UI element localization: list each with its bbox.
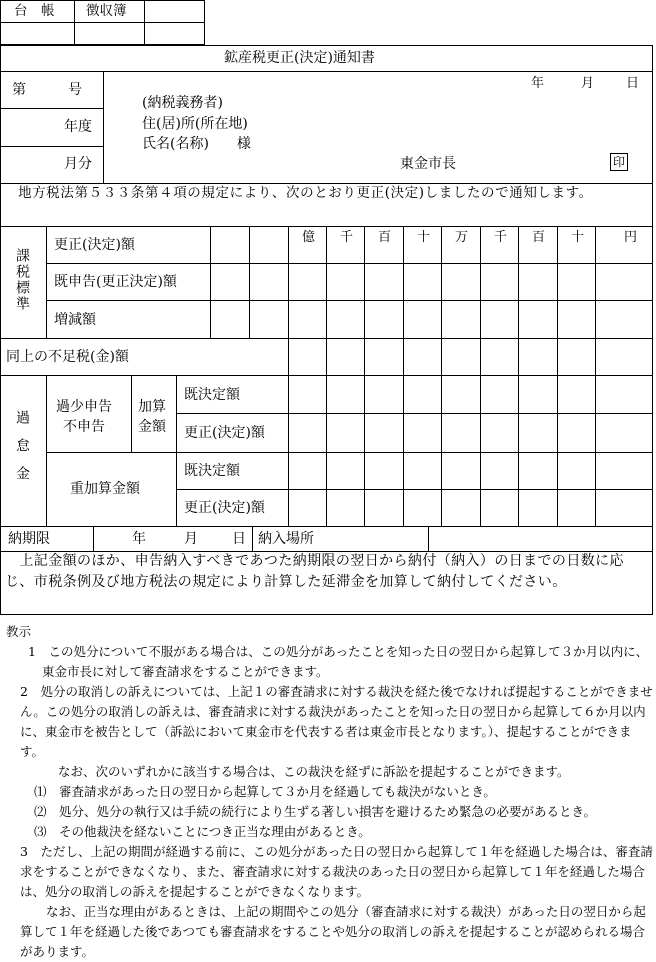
difference-label: 増減額 [54,312,96,328]
payment-place-label: 納入場所 [258,531,314,547]
number-label: 第 号 [12,82,82,98]
note-item-2-aside: なお、次のいずれかに該当する場合は、この裁決を経ずに訴訟を提起することができます。 [58,764,570,779]
note-item-1: 1 この処分について不服がある場合は、この処分があったことを知った日の翌日から起算して３か月以内に、東金市長に対して審査請求をすることができます。 [28,644,649,679]
notes-heading: 教示 [6,624,32,639]
unit-juu-2: 十 [571,230,585,245]
note-item-3-aside: なお、正当な理由があるときは、上記の期間やこの処分（審査請求に対する裁決）があった日の翌日から起算して１年を経過した後であつても審査請求をすることや処分の取消しの訴えを提起することが認められる場合があります。 [20,904,646,959]
unit-sen-2: 千 [494,230,508,245]
unit-sen-1: 千 [340,230,354,245]
issuer-name: 東金市長 [400,156,456,172]
shortage-label: 同上の不足税(金)額 [6,349,129,365]
month-label: 月分 [64,156,92,172]
deadline-label: 納期限 [8,531,50,547]
tax-base-label: 課税標準 [14,248,30,312]
note-item-2: 2 処分の取消しの訴えについては、上記１の審査請求に対する裁決を経た後でなければ提起することができません。この処分の取消しの訴えは、審査請求に対する裁決があったことを知った日の翌日から起算して６か月以内に、東金市を被告として（訴訟において東金市を代表する者は東金市長となります。）、提起することができます。 [20,684,653,759]
address-label: 住(居)所(所在地) [142,116,248,132]
corrected-amount-label: 更正(決定)額 [54,237,135,253]
under-decided-label: 既決定額 [184,387,240,403]
note-sub-2: ⑵ 処分、処分の執行又は手続の続行により生ずる著しい損害を避けるため緊急の必要があるとき。 [34,804,597,819]
intro-text: 地方税法第５３３条第４項の規定により、次のとおり更正(決定)しましたので通知します。 [4,185,593,201]
deadline-day: 日 [232,531,246,547]
addition-amount-label: 加算 金額 [138,399,166,435]
note-item-3: 3 ただし、上記の期間が経過する前に、この処分があった日の翌日から起算して１年を経過した場合は、審査請求をすることができなくなり、また、審査請求に対する裁決のあった日の翌日から起算して１年を経過した場合は、処分の取消しの訴えを提起することができなくなります。 [20,844,653,899]
heavy-addition-label: 重加算金額 [70,481,140,497]
heavy-decided-label: 既決定額 [184,463,240,479]
under-report-label: 過少申告 不申告 [56,399,112,435]
date-year: 年 [531,76,545,91]
unit-oku: 億 [302,230,316,245]
note-sub-3: ⑶ その他裁決を経ないことにつき正当な理由があるとき。 [34,824,371,839]
prior-amount-label: 既申告(更正決定)額 [54,274,177,290]
unit-man: 万 [455,230,469,245]
under-corrected-label: 更正(決定)額 [184,425,265,441]
heavy-corrected-label: 更正(決定)額 [184,500,265,516]
document-title: 鉱産税更正(決定)通知書 [224,50,375,66]
fiscal-year-label: 年度 [64,119,92,135]
receipt-ledger-label: 徴収簿 [86,3,127,19]
notes-section [8,622,653,962]
ledger-label: 台 帳 [14,3,55,19]
seal-mark: 印 [610,153,628,171]
penalty-label: 過怠金 [14,410,30,494]
unit-juu-1: 十 [417,230,431,245]
note-sub-1: ⑴ 審査請求があった日の翌日から起算して３か月を経過しても裁決がないとき。 [34,784,496,799]
deadline-month: 月 [184,531,198,547]
delinquency-note: 上記金額のほか、申告納入すべきであつた納期限の翌日から納付（納入）の日までの日数に応じ、市税条例及び地方税法の規定により計算した延滞金を加算して納付してください。 [5,553,624,590]
taxpayer-heading: (納税義務者) [142,95,223,111]
unit-hyaku-2: 百 [532,230,546,245]
date-day: 日 [626,76,640,91]
name-label: 氏名(名称) 様 [142,136,251,152]
deadline-year: 年 [132,531,146,547]
unit-yen: 円 [624,230,638,245]
date-month: 月 [581,76,595,91]
unit-hyaku-1: 百 [378,230,392,245]
